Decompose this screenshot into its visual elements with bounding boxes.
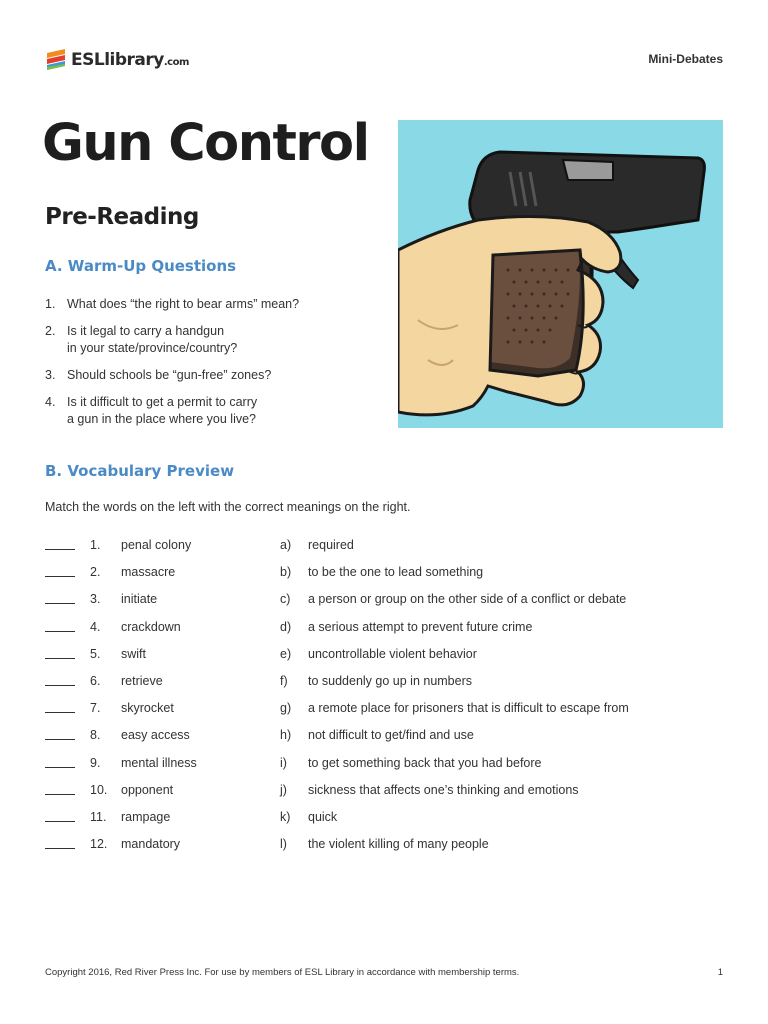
logo-wordmark: ESLlibrary.com: [71, 50, 189, 70]
definition-text: to suddenly go up in numbers: [308, 673, 472, 688]
vocab-word: crackdown: [121, 619, 181, 634]
warmup-question: [45, 296, 375, 313]
definition-letter: g): [280, 701, 292, 716]
question-number: 3.: [45, 368, 56, 382]
word-number: 5.: [90, 646, 101, 661]
warmup-question: [45, 394, 375, 428]
vocab-word: opponent: [121, 782, 174, 797]
vocab-word: penal colony: [121, 538, 192, 552]
vocabulary-row: [45, 617, 725, 644]
answer-blank[interactable]: [45, 644, 75, 659]
esl-library-logo: [45, 45, 189, 75]
definition-letter: e): [280, 646, 292, 661]
vocab-word: retrieve: [121, 673, 163, 688]
vocabulary-row: [45, 807, 725, 834]
answer-blank[interactable]: [45, 698, 75, 713]
word-number: 4.: [90, 619, 101, 634]
warmup-question-list: [45, 296, 375, 438]
vocabulary-row: [45, 671, 725, 698]
word-number: 11.: [90, 809, 107, 824]
definition-letter: k): [280, 809, 291, 824]
definition-text: not difficult to get/find and use: [308, 728, 474, 743]
definition-letter: b): [280, 565, 292, 580]
vocab-word: mental illness: [121, 755, 197, 770]
answer-blank[interactable]: [45, 753, 75, 768]
definition-letter: c): [280, 592, 291, 607]
answer-blank[interactable]: [45, 562, 75, 577]
stacked-books-icon: [45, 47, 67, 73]
vocabulary-heading: B. Vocabulary Preview: [45, 462, 235, 480]
hand-holding-handgun-illustration: [398, 120, 723, 428]
definition-text: a serious attempt to prevent future crime: [308, 619, 533, 634]
page-number: 1: [717, 967, 723, 978]
question-text: Is it difficult to get a permit to carry a gun in the place where you live?: [67, 395, 258, 426]
vocabulary-row: [45, 753, 725, 780]
word-number: 6.: [90, 673, 101, 688]
warmup-question: [45, 323, 375, 357]
vocabulary-row: [45, 644, 725, 671]
answer-blank[interactable]: [45, 535, 75, 550]
definition-text: to be the one to lead something: [308, 565, 484, 580]
vocabulary-row: [45, 535, 725, 562]
answer-blank[interactable]: [45, 807, 75, 822]
copyright-notice: Copyright 2016, Red River Press Inc. For use by members of ESL Library in accordance with membership terms.: [45, 967, 520, 978]
word-number: 12.: [90, 837, 108, 852]
definition-text: to get something back that you had before: [308, 755, 542, 770]
answer-blank[interactable]: [45, 671, 75, 686]
definition-letter: d): [280, 619, 292, 634]
definition-text: required: [308, 538, 354, 552]
definition-letter: a): [280, 538, 292, 552]
question-number: 4.: [45, 395, 56, 409]
question-text: Is it legal to carry a handgun in your state/province/country?: [67, 324, 238, 355]
answer-blank[interactable]: [45, 834, 75, 849]
definition-text: quick: [308, 809, 338, 824]
question-number: 2.: [45, 324, 56, 338]
answer-blank[interactable]: [45, 617, 75, 632]
warmup-heading: A. Warm-Up Questions: [45, 257, 237, 275]
word-number: 1.: [90, 538, 101, 552]
vocab-word: initiate: [121, 592, 158, 607]
word-number: 7.: [90, 701, 101, 716]
vocab-word: easy access: [121, 728, 190, 743]
page-subtitle: Pre-Reading: [45, 204, 199, 230]
definition-letter: f): [280, 673, 288, 688]
definition-letter: i): [280, 755, 287, 770]
vocabulary-row: [45, 698, 725, 725]
word-number: 10.: [90, 782, 108, 797]
definition-letter: l): [280, 837, 287, 852]
page-title: Gun Control: [42, 114, 369, 173]
vocabulary-row: [45, 725, 725, 752]
word-number: 2.: [90, 565, 101, 580]
definition-text: the violent killing of many people: [308, 837, 489, 852]
question-number: 1.: [45, 297, 56, 311]
vocabulary-row: [45, 589, 725, 616]
vocabulary-instruction: Match the words on the left with the correct meanings on the right.: [45, 500, 411, 514]
page-header: [45, 45, 723, 75]
definition-text: a person or group on the other side of a conflict or debate: [308, 592, 627, 607]
vocabulary-row: [45, 780, 725, 807]
question-text: What does “the right to bear arms” mean?: [67, 297, 300, 311]
word-number: 3.: [90, 592, 101, 607]
warmup-question: [45, 367, 375, 384]
vocab-word: skyrocket: [121, 701, 174, 716]
vocab-word: massacre: [121, 565, 176, 580]
question-text: Should schools be “gun-free” zones?: [67, 368, 272, 382]
answer-blank[interactable]: [45, 780, 75, 795]
definition-text: a remote place for prisoners that is difficult to escape from: [308, 701, 629, 716]
definition-text: uncontrollable violent behavior: [308, 646, 477, 661]
gun-illustration: [398, 120, 723, 428]
vocab-word: mandatory: [121, 837, 181, 852]
vocab-word: rampage: [121, 809, 171, 824]
vocabulary-match-list: [45, 535, 725, 861]
section-label: Mini-Debates: [648, 52, 723, 66]
word-number: 9.: [90, 755, 101, 770]
definition-text: sickness that affects one’s thinking and emotions: [308, 782, 579, 797]
answer-blank[interactable]: [45, 725, 75, 740]
definition-letter: j): [280, 782, 287, 797]
vocabulary-row: [45, 834, 725, 861]
answer-blank[interactable]: [45, 589, 75, 604]
vocabulary-row: [45, 562, 725, 589]
word-number: 8.: [90, 728, 101, 743]
definition-letter: h): [280, 728, 292, 743]
vocab-word: swift: [121, 646, 146, 661]
